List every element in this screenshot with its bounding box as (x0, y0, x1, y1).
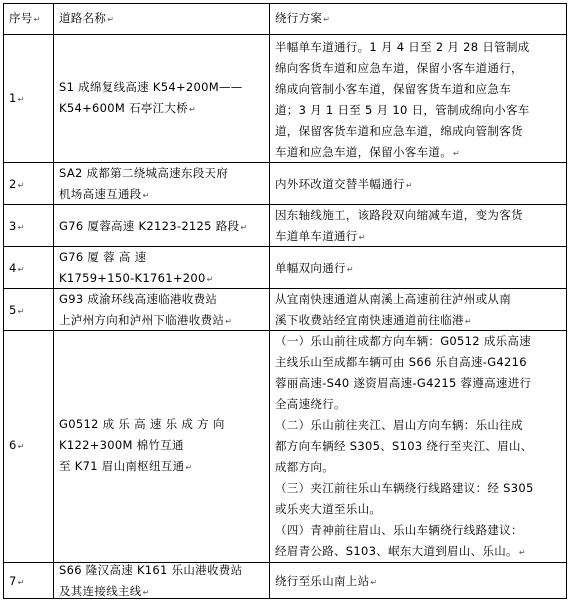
paragraph-mark-icon: ↵ (107, 15, 115, 24)
row-4-road-cell (53, 246, 270, 289)
row-5-road: G93 成渝环线高速临港收费站 上泸州方向和泸州下临港收费站↵ (59, 292, 233, 327)
paragraph-mark-icon: ↵ (17, 265, 25, 274)
paragraph-mark-icon: ↵ (17, 442, 25, 451)
row-5-plan: 从宜南快速通道从南溪上高速前往泸州或从南 溪下收费站经宜南快速通道前往临港↵ (275, 292, 511, 327)
paragraph-mark-icon: ↵ (405, 181, 413, 190)
row-1-plan: 半幅单车道通行。1 月 4 日至 2 月 28 日管制成 绵向客货车道和应急车道，保留小客车道通行， 绵成向管制小客车道，保留客货车道和应急车 道；3 月 1 日至 5 月 10 日，管制成绵向小客车 道，保留客货车道和应急车道，绵成向管制客货 车道和应急车道，保留小客车道。↵ (275, 40, 530, 159)
row-1-seq-cell (3, 34, 54, 163)
row-2-seq: 2↵ (9, 177, 25, 191)
row-6-plan: （一）乐山前往成都方向车辆：G0512 成乐高速 主线乐山至成都车辆可由 S66 乐自高速-G4216 蓉丽高速-S40 遂资眉高速-G4215 蓉遵高速进行 全高速绕行。 （二）乐山前往夹江、眉山方向车辆：乐山往成 都方向车辆经 S305、S103 绕行至夹江、眉山、 成都方向。 （三）夹江前往乐山车辆绕行线路建议：经 S305 或乐夹大道至乐山。 （四）青神前往眉山、乐山车辆绕行线路建议： 经眉青公路、S103、岷东大道到眉山、乐山。↵ (275, 334, 534, 558)
paragraph-mark-icon: ↵ (464, 317, 472, 326)
row-7-road: S66 隆汉高速 K161 乐山港收费站 及其连接线主线↵ (59, 563, 243, 598)
paragraph-mark-icon: ↵ (453, 149, 461, 158)
paragraph-mark-icon: ↵ (323, 15, 331, 24)
paragraph-mark-icon: ↵ (17, 578, 25, 587)
paragraph-mark-icon: ↵ (142, 191, 150, 200)
row-6-seq-cell (3, 330, 54, 563)
row-6-plan-cell (269, 330, 567, 563)
row-1-plan-cell (269, 34, 567, 163)
header-road-text: 道路名称↵ (59, 11, 115, 25)
row-2-plan: 内外环改道交替半幅通行↵ (275, 177, 413, 191)
row-2-road-cell (53, 162, 270, 205)
row-4-plan-cell (269, 246, 567, 289)
paragraph-mark-icon: ↵ (142, 588, 150, 597)
row-7-seq: 7↵ (9, 574, 25, 588)
paragraph-mark-icon: ↵ (358, 233, 366, 242)
header-plan-text: 绕行方案↵ (275, 11, 331, 25)
row-3-seq: 3↵ (9, 219, 25, 233)
row-1-road: S1 成绵复线高速 K54+200M—— K54+600M 石亭江大桥↵ (59, 80, 243, 115)
row-5-road-cell (53, 288, 270, 331)
row-1-seq: 1↵ (9, 91, 25, 105)
header-cell-plan (269, 3, 567, 35)
row-5-seq: 5↵ (9, 303, 25, 317)
header-seq-text: 序号↵ (9, 11, 41, 25)
row-4-seq: 4↵ (9, 261, 25, 275)
header-cell-seq (3, 3, 54, 35)
paragraph-mark-icon: ↵ (346, 265, 354, 274)
paragraph-mark-icon: ↵ (225, 317, 233, 326)
row-2-road: SA2 成都第二绕城高速东段天府 机场高速互通段↵ (59, 166, 229, 201)
row-6-road-cell (53, 330, 270, 563)
row-3-seq-cell (3, 204, 54, 247)
header-cell-road (53, 3, 270, 35)
paragraph-mark-icon: ↵ (17, 223, 25, 232)
row-6-seq: 6↵ (9, 438, 25, 452)
row-2-seq-cell (3, 162, 54, 205)
row-1-road-cell (53, 34, 270, 163)
paragraph-mark-icon: ↵ (17, 181, 25, 190)
detour-table (3, 3, 567, 599)
row-3-road: G76 厦蓉高速 K2123-2125 路段↵ (59, 219, 248, 233)
row-7-seq-cell (3, 562, 54, 599)
row-2-plan-cell (269, 162, 567, 205)
row-7-plan: 绕行至乐山南上站↵ (275, 574, 378, 588)
row-6-road: G0512 成 乐 高 速 乐 成 方 向 K122+300M 棉竹互通 至 K71 眉山南枢纽互通↵ (59, 417, 225, 473)
paragraph-mark-icon: ↵ (185, 463, 193, 472)
row-7-road-cell (53, 562, 270, 599)
row-3-road-cell (53, 204, 270, 247)
paragraph-mark-icon: ↵ (518, 548, 526, 557)
row-3-plan: 因东轴线施工，该路段双向缩减车道，变为客货 车道单车道通行↵ (275, 208, 523, 243)
row-4-seq-cell (3, 246, 54, 289)
paragraph-mark-icon: ↵ (33, 15, 41, 24)
paragraph-mark-icon: ↵ (17, 307, 25, 316)
paragraph-mark-icon: ↵ (240, 223, 248, 232)
paragraph-mark-icon: ↵ (189, 105, 197, 114)
row-7-plan-cell (269, 562, 567, 599)
paragraph-mark-icon: ↵ (370, 578, 378, 587)
row-4-road: G76 厦 蓉 高 速 K1759+150-K1761+200↵ (59, 250, 214, 285)
row-3-plan-cell (269, 204, 567, 247)
paragraph-mark-icon: ↵ (17, 95, 25, 104)
paragraph-mark-icon: ↵ (206, 275, 214, 284)
row-4-plan: 单幅双向通行↵ (275, 261, 354, 275)
row-5-plan-cell (269, 288, 567, 331)
row-5-seq-cell (3, 288, 54, 331)
